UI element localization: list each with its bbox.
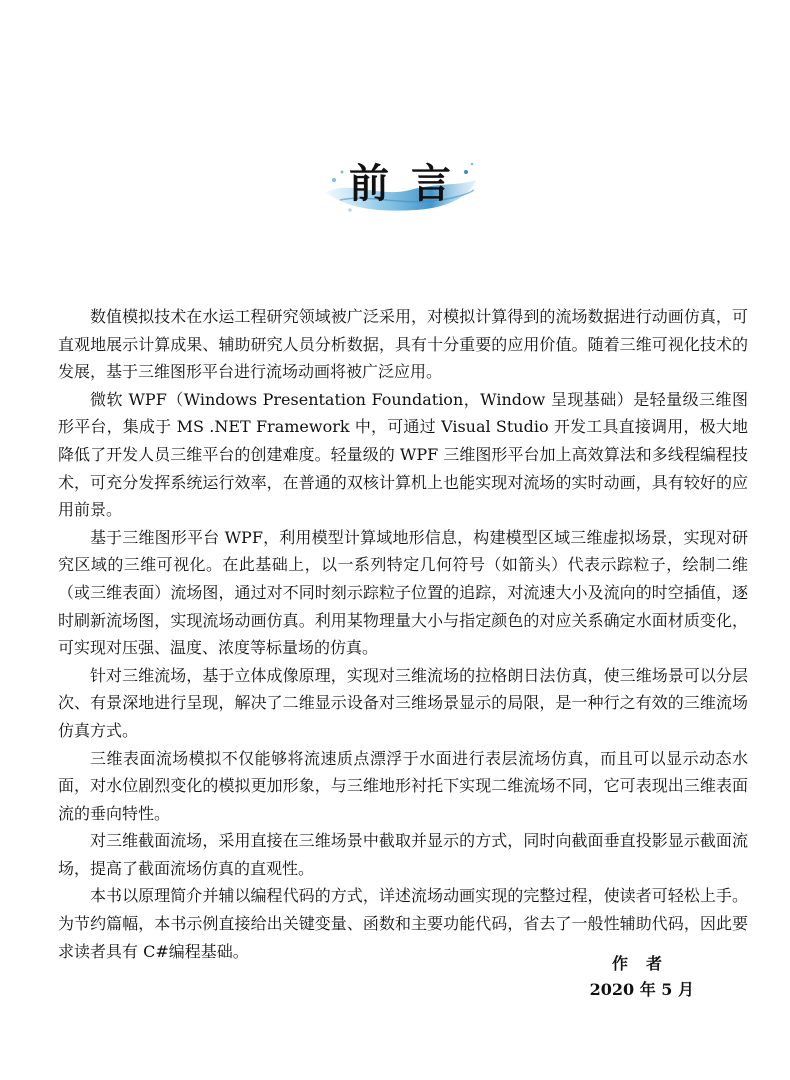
preface-body <box>58 303 748 965</box>
paragraph: 基于三维图形平台 WPF，利用模型计算域地形信息，构建模型区域三维虚拟场景，实现对研究区域的三维可视化。在此基础上，以一系列特定几何符号（如箭头）代表示踪粒子，绘制二维（或三维表面）流场图，通过对不同时刻示踪粒子位置的追踪，对流速大小及流向的时空插值，逐时刷新流场图，实现流场动画仿真。利用某物理量大小与指定颜色的对应关系确定水面材质变化，可实现对压强、温度、浓度等标量场的仿真。 <box>58 527 748 658</box>
paragraph: 本书以原理简介并辅以编程代码的方式，详述流场动画实现的完整过程，使读者可轻松上手。为节约篇幅，本书示例直接给出关键变量、函数和主要功能代码，省去了一般性辅助代码，因此要求读者具有 C#编程基础。 <box>58 886 748 961</box>
paragraph: 三维表面流场模拟不仅能够将流速质点漂浮于水面进行表层流场仿真，而且可以显示动态水面，对水位剧烈变化的模拟更加形象，与三维地形衬托下实现二维流场不同，它可表现出三维表面流的垂向特性。 <box>58 748 748 823</box>
paragraph: 微软 WPF（Windows Presentation Foundation，Window 呈现基础）是轻量级三维图形平台，集成于 MS .NET Framework 中，可通过 Visual Studio 开发工具直接调用，极大地降低了开发人员三维平台的创建难度。轻量级的 WPF 三维图形平台加上高效算法和多线程编程技术，可充分发挥系统运行效率，在普通的双核计算机上也能实现对流场的实时动画，具有较好的应用前景。 <box>58 389 748 520</box>
date-label: 2020 年 5 月 <box>589 980 694 999</box>
author-label: 作者 <box>611 954 680 973</box>
paragraph: 对三维截面流场，采用直接在三维场景中截取并显示的方式，同时向截面垂直投影显示截面流场，提高了截面流场仿真的直观性。 <box>58 831 748 878</box>
paragraph: 数值模拟技术在水运工程研究领域被广泛采用，对模拟计算得到的流场数据进行动画仿真，可直观地展示计算成果、辅助研究人员分析数据，具有十分重要的应用价值。随着三维可视化技术的发展，基于三维图形平台进行流场动画将被广泛应用。 <box>58 307 748 382</box>
title-block <box>320 150 480 220</box>
paragraph: 针对三维流场，基于立体成像原理，实现对三维流场的拉格朗日法仿真，使三维场景可以分层次、有景深地进行呈现，解决了二维显示设备对三维场景显示的局限，是一种行之有效的三维流场仿真方式。 <box>58 665 748 740</box>
page-title: 前言 <box>349 161 473 207</box>
signature-block <box>590 951 694 1003</box>
